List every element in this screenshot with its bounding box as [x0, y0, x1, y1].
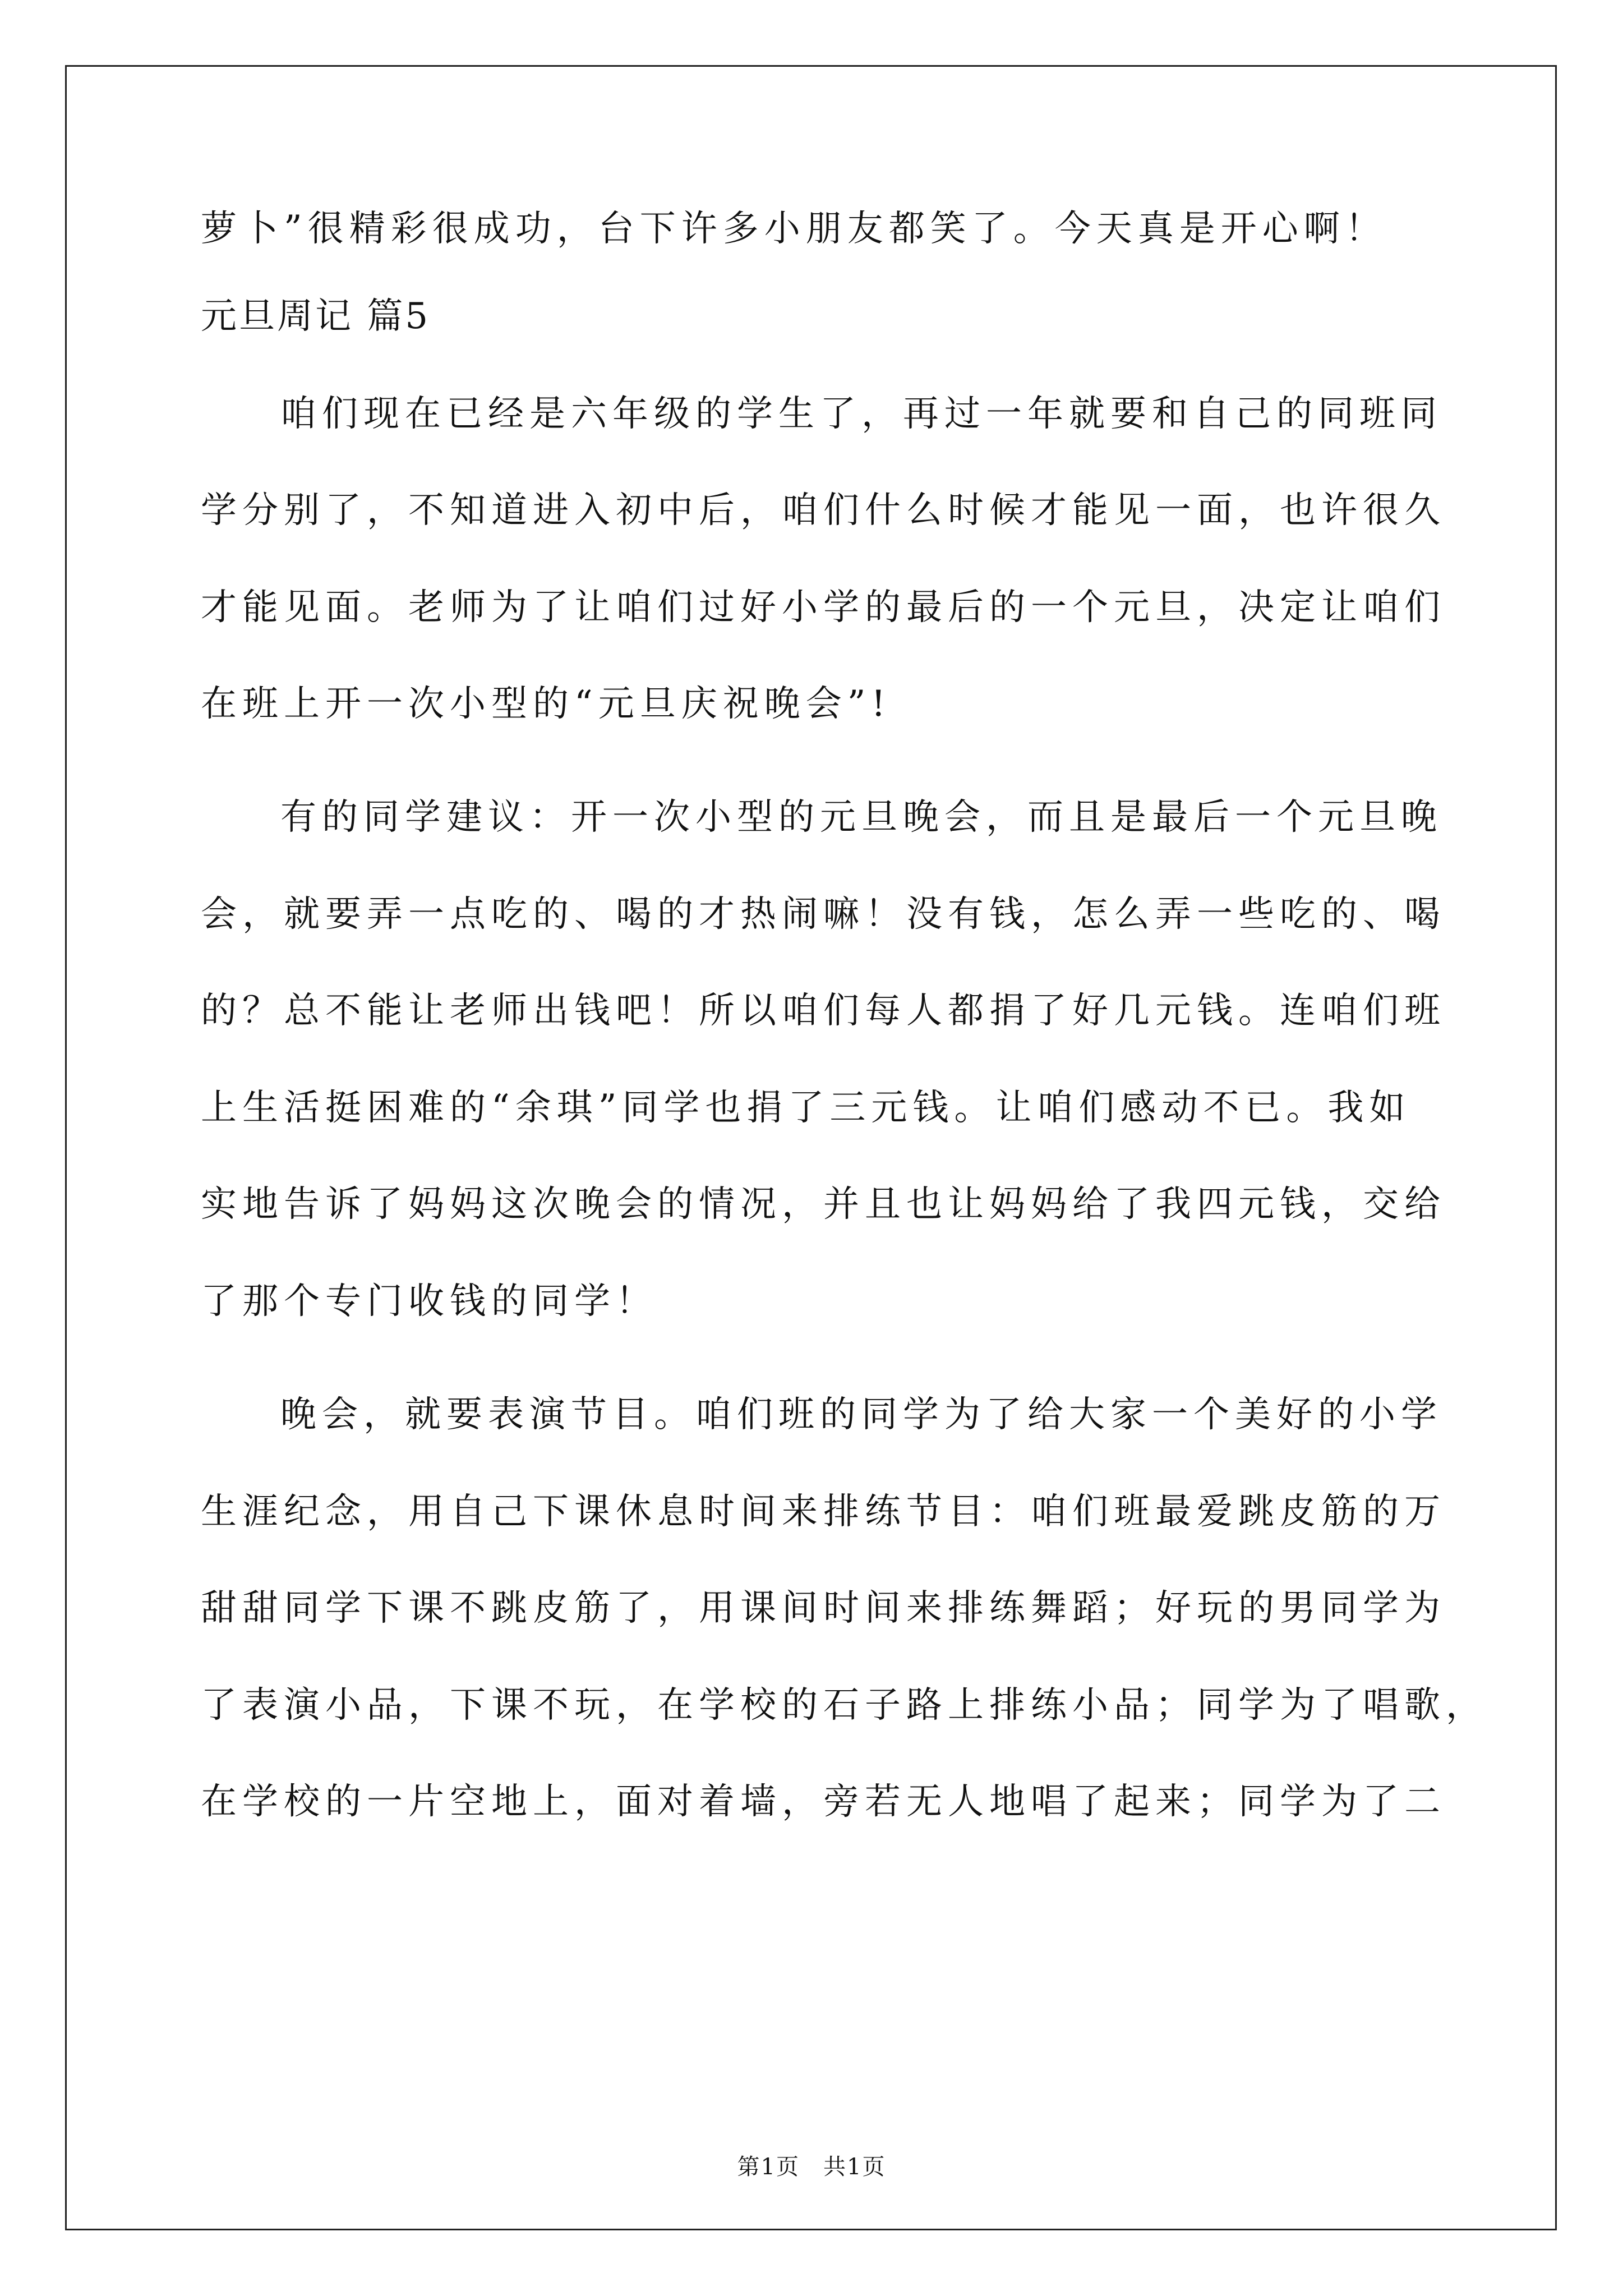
paragraph-line: 晚会，就要表演节目。咱们班的同学为了给大家一个美好的小学: [280, 1394, 1442, 1435]
text-line: 萝卜”很精彩很成功，台下许多小朋友都笑了。今天真是开心啊！: [201, 208, 1387, 250]
page-border: [65, 65, 1557, 2230]
paragraph-line: 咱们现在已经是六年级的学生了，再过一年就要和自己的同班同: [280, 393, 1442, 435]
paragraph-line: 会，就要弄一点吃的、喝的才热闹嘛！没有钱，怎么弄一些吃的、喝: [201, 894, 1446, 935]
paragraph-line: 生涯纪念，用自己下课休息时间来排练节目：咱们班最爱跳皮筋的万: [201, 1491, 1446, 1533]
paragraph-line: 才能见面。老师为了让咱们过好小学的最后的一个元旦，决定让咱们: [201, 587, 1446, 628]
paragraph-line: 的？总不能让老师出钱吧！所以咱们每人都捐了好几元钱。连咱们班: [201, 990, 1446, 1032]
paragraph-line: 有的同学建议：开一次小型的元旦晚会，而且是最后一个元旦晚: [280, 797, 1442, 838]
paragraph-line: 学分别了，不知道进入初中后，咱们什么时候才能见一面，也许很久: [201, 490, 1446, 531]
paragraph-line: 上生活挺困难的“余琪”同学也捐了三元钱。让咱们感动不已。我如: [201, 1087, 1411, 1129]
paragraph-line: 实地告诉了妈妈这次晚会的情况，并且也让妈妈给了我四元钱，交给: [201, 1184, 1446, 1225]
page-footer: 第1页 共1页: [737, 2154, 886, 2180]
paragraph-line: 在学校的一片空地上，面对着墙，旁若无人地唱了起来；同学为了二: [201, 1781, 1446, 1823]
paragraph-line: 在班上开一次小型的“元旦庆祝晚会”!: [201, 683, 892, 725]
paragraph-line: 了表演小品，下课不玩，在学校的石子路上排练小品；同学为了唱歌，: [201, 1685, 1487, 1726]
paragraph-line: 了那个专门收钱的同学！: [201, 1281, 657, 1322]
section-heading: 元旦周记 篇5: [201, 296, 431, 337]
paragraph-line: 甜甜同学下课不跳皮筋了，用课间时间来排练舞蹈；好玩的男同学为: [201, 1588, 1446, 1629]
